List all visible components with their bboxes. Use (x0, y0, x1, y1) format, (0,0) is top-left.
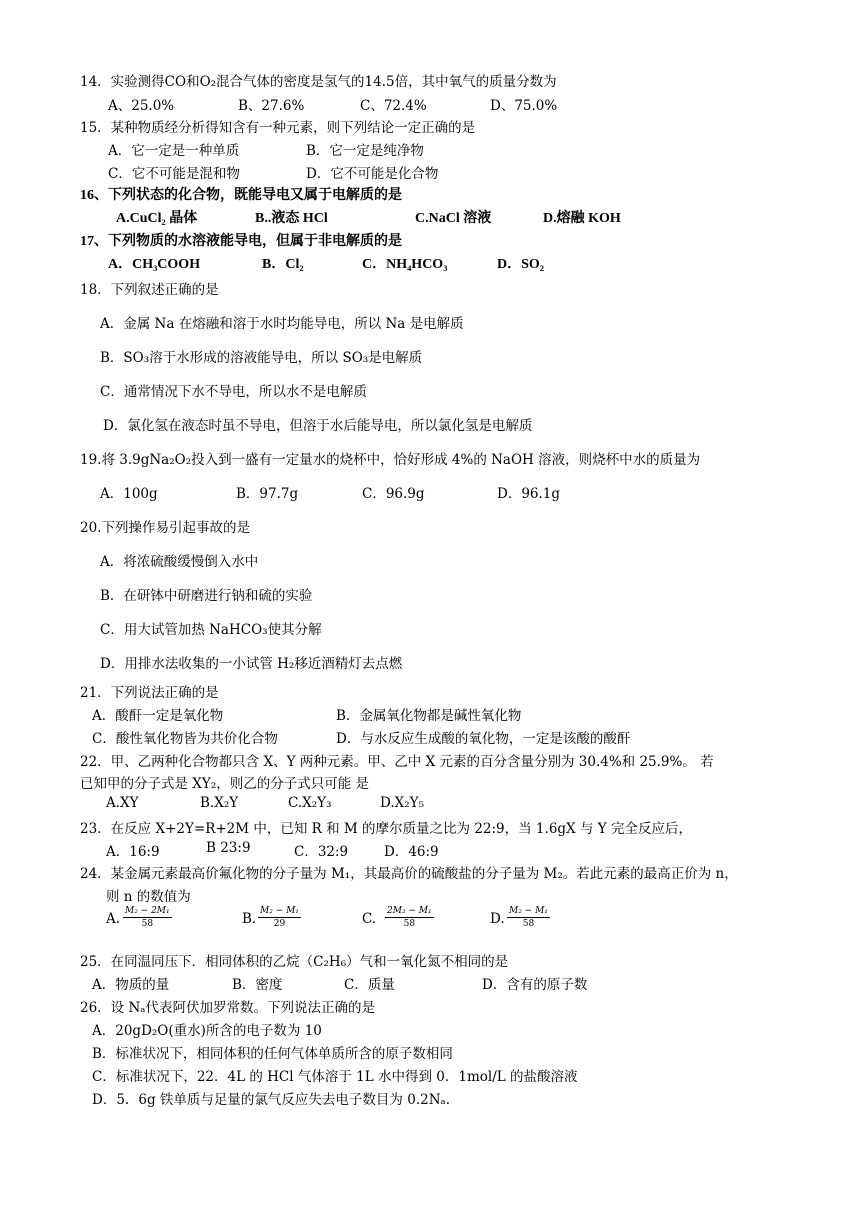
q22-option-b: B.X₂Y (200, 795, 239, 811)
question-21-stem: 21．下列说法正确的是 (80, 685, 219, 701)
q22-option-d: D.X₂Y₅ (380, 795, 424, 811)
q17-option-b: B．Cl₂ (262, 257, 304, 272)
q23-option-b: B 23:9 (206, 840, 251, 856)
question-14-stem: 14．实验测得CO和O₂混合气体的密度是氢气的14.5倍，其中氧气的质量分数为 (80, 74, 557, 90)
q14-option-b: B、27.6% (238, 98, 305, 114)
question-22-stem-line2: 已知甲的分子式是 XY₂，则乙的分子式只可能 是 (80, 776, 370, 792)
q14-option-d: D、75.0% (490, 98, 558, 114)
q17-option-d: D．SO₂ (497, 257, 544, 272)
q25-option-b: B．密度 (232, 977, 283, 993)
q24-option-b-numerator: M₂ − M₁ (260, 906, 299, 916)
q24-option-d-numerator: M₂ − M₁ (509, 906, 548, 916)
question-20-stem: 20.下列操作易引起事故的是 (80, 520, 250, 536)
question-26-stem: 26．设 Nₐ代表阿伏加罗常数。下列说法正确的是 (80, 1000, 375, 1016)
q21-option-a: A．酸酐一定是氧化物 (92, 708, 224, 724)
q22-option-c: C.X₂Y₃ (288, 795, 332, 811)
q24-option-d-fraction (507, 906, 550, 929)
question-19-stem: 19.将 3.9gNa₂O₂投入到一盛有一定量水的烧杯中，恰好形成 4%的 NaOH 溶液，则烧杯中水的质量为 (80, 452, 701, 468)
q24-option-c-numerator: 2M₂ − M₁ (387, 906, 432, 916)
q21-option-c: C．酸性氧化物皆为共价化合物 (92, 731, 278, 747)
q26-option-c: C．标准状况下，22．4L 的 HCl 气体溶于 1L 水中得到 0．1mol/L 的盐酸溶液 (92, 1069, 578, 1085)
q23-option-a: A．16:9 (106, 844, 160, 860)
q19-option-c: C．96.9g (362, 486, 425, 502)
q23-option-d: D．46:9 (384, 844, 439, 860)
question-22-stem-line1: 22．甲、乙两种化合物都只含 X、Y 两种元素。甲、乙中 X 元素的百分含量分别为 30.4%和 25.9%。 若 (80, 754, 714, 770)
q24-option-c-denominator: 58 (403, 919, 416, 929)
q19-option-a: A．100g (100, 486, 158, 502)
q17-option-c: C．NH₄HCO₃ (362, 257, 448, 272)
q19-option-b: B．97.7g (236, 486, 299, 502)
q20-option-c: C．用大试管加热 NaHCO₃使其分解 (100, 622, 322, 638)
q14-option-c: C、72.4% (360, 98, 427, 114)
q24-option-d-label: D. (490, 911, 505, 927)
q25-option-d: D．含有的原子数 (482, 977, 588, 993)
q24-option-b-fraction (258, 906, 301, 929)
q24-option-a-denominator: 58 (141, 919, 154, 929)
q20-option-b: B．在研钵中研磨进行钠和硫的实验 (100, 588, 313, 604)
q23-option-c: C．32:9 (294, 844, 349, 860)
q15-option-d: D．它不可能是化合物 (306, 166, 439, 182)
q16-option-d: D.熔融 KOH (543, 211, 621, 226)
q17-option-a: A．CH₃COOH (108, 257, 201, 272)
q18-option-d: D．氯化氢在液态时虽不导电，但溶于水后能导电，所以氯化氢是电解质 (103, 418, 533, 434)
q24-option-d-denominator: 58 (522, 919, 535, 929)
q20-option-a: A．将浓硫酸缓慢倒入水中 (100, 554, 259, 570)
question-17-stem: 17、下列物质的水溶液能导电，但属于非电解质的是 (80, 234, 402, 249)
question-15-stem: 15．某种物质经分析得知含有一种元素，则下列结论一定正确的是 (80, 120, 476, 136)
q16-option-a: A.CuCl₂ 晶体 (116, 211, 198, 226)
q26-option-b: B．标准状况下，相同体积的任何气体单质所含的原子数相同 (92, 1046, 453, 1062)
q22-option-a: A.XY (106, 795, 139, 811)
q16-option-c: C.NaCl 溶液 (415, 211, 492, 226)
q24-option-c-fraction (385, 906, 434, 929)
question-25-stem: 25．在同温同压下．相同体积的乙烷（C₂H₆）气和一氧化氮不相同的是 (80, 954, 509, 970)
q20-option-d: D．用排水法收集的一小试管 H₂移近酒精灯去点燃 (100, 656, 403, 672)
q18-option-b: B．SO₃溶于水形成的溶液能导电，所以 SO₃是电解质 (100, 350, 423, 366)
q14-option-a: A、25.0% (108, 98, 175, 114)
q19-option-d: D．96.1g (497, 486, 561, 502)
q18-option-c: C．通常情况下水不导电，所以水不是电解质 (100, 384, 367, 400)
question-24-stem-line2: 则 n 的数值为 (106, 889, 191, 905)
q24-option-a-label: A. (106, 911, 121, 927)
q25-option-c: C．质量 (344, 977, 395, 993)
q21-option-b: B．金属氧化物都是碱性氧化物 (336, 708, 522, 724)
q18-option-a: A．金属 Na 在熔融和溶于水时均能导电，所以 Na 是电解质 (100, 316, 464, 332)
q15-option-c: C．它不可能是混和物 (108, 166, 240, 182)
q26-option-d: D．5．6g 铁单质与足量的氯气反应失去电子数目为 0.2Nₐ. (92, 1092, 451, 1108)
q24-option-b-denominator: 29 (273, 919, 286, 929)
q24-option-a-numerator: M₂ − 2M₁ (125, 906, 170, 916)
q15-option-b: B．它一定是纯净物 (306, 143, 424, 159)
q24-option-a-fraction (123, 906, 172, 929)
q26-option-a: A．20gD₂O(重水)所含的电子数为 10 (92, 1023, 322, 1039)
question-18-stem: 18．下列叙述正确的是 (80, 282, 219, 298)
q16-option-b: B..液态 HCl (255, 211, 328, 226)
q24-option-c-label: C. (362, 911, 377, 927)
q25-option-a: A．物质的量 (92, 977, 170, 993)
question-23-stem: 23．在反应 X+2Y=R+2M 中，已知 R 和 M 的摩尔质量之比为 22:9，当 1.6gX 与 Y 完全反应后， (80, 821, 692, 837)
question-16-stem: 16、下列状态的化合物，既能导电又属于电解质的是 (80, 188, 402, 203)
q15-option-a: A．它一定是一种单质 (108, 143, 240, 159)
q24-option-b-label: B. (242, 911, 257, 927)
q21-option-d: D．与水反应生成酸的氧化物，一定是该酸的酸酐 (336, 731, 631, 747)
question-24-stem-line1: 24．某金属元素最高价氟化物的分子量为 M₁，其最高价的硫酸盐的分子量为 M₂。若此元素的最高正价为 n， (80, 866, 738, 882)
